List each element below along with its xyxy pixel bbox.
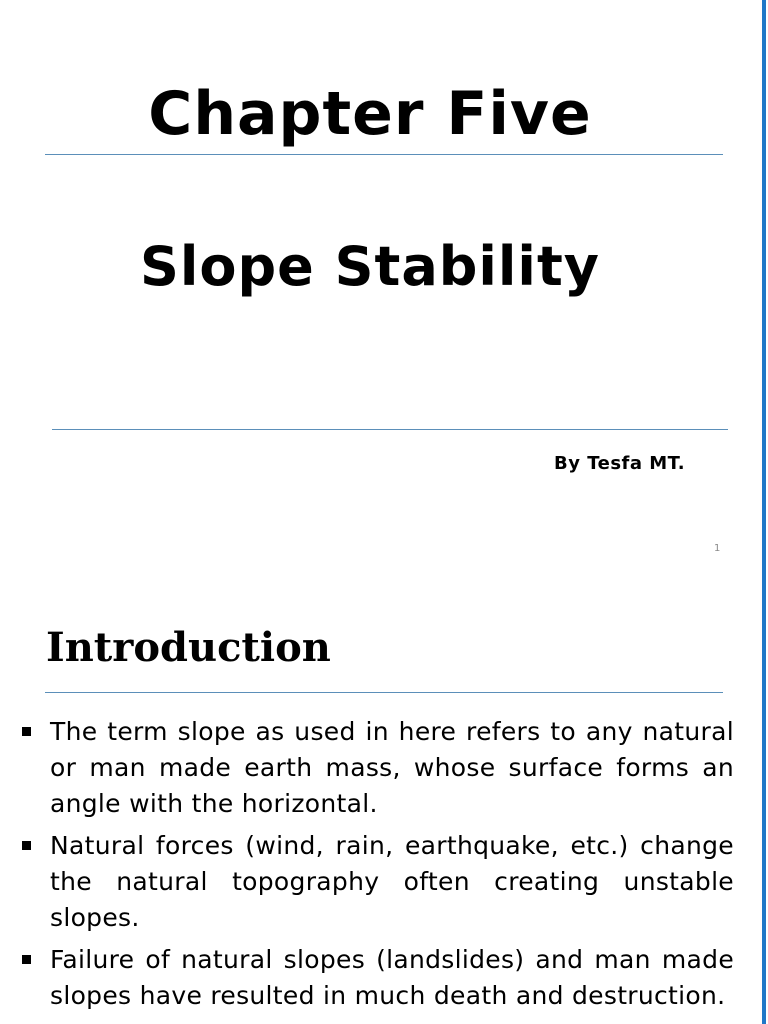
slide-number: 1 [714,543,721,554]
list-item [22,714,734,822]
title-divider [45,154,723,155]
bullet-list [22,714,734,1020]
chapter-title: Chapter Five [148,79,592,149]
list-item [22,828,734,936]
subtitle-divider [52,429,728,430]
author-credit: By Tesfa MT. [554,453,686,474]
bullet-text: The term slope as used in here refers to any natural or man made earth mass, whose surface forms an angle with the horizontal. [50,717,734,818]
list-item [22,942,734,1014]
bullet-text: Failure of natural slopes (landslides) and man made slopes have resulted in much death and destruction. [50,945,734,1010]
section-heading: Introduction [46,624,331,671]
square-bullet-icon [22,955,31,964]
heading-divider [45,692,723,693]
square-bullet-icon [22,841,31,850]
right-edge-accent-bar [762,0,766,1024]
square-bullet-icon [22,727,31,736]
introduction-slide [0,572,760,1024]
bullet-text: Natural forces (wind, rain, earthquake, etc.) change the natural topography often creating unstable slopes. [50,831,734,932]
subject-title: Slope Stability [140,235,600,298]
